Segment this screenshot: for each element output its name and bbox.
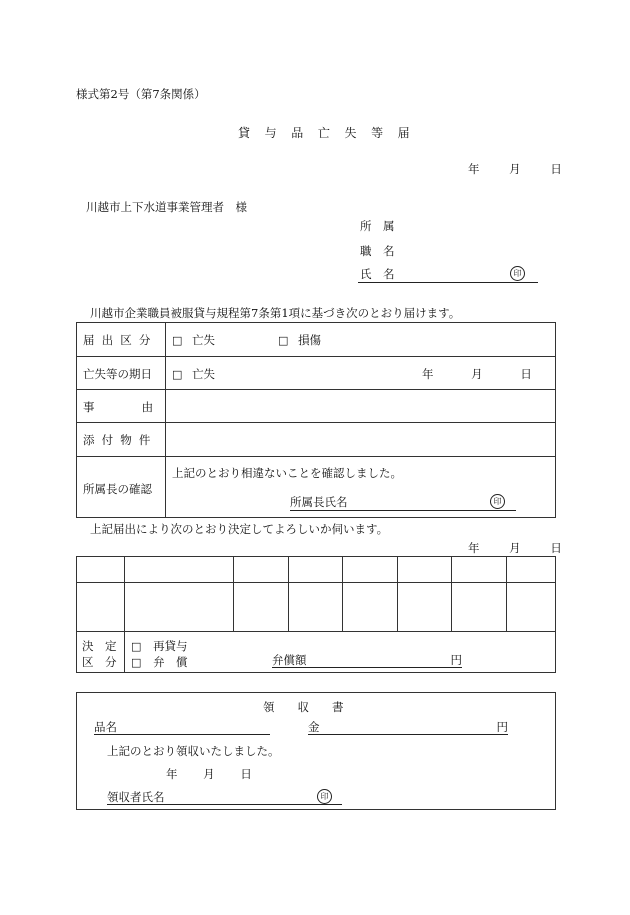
header-date	[468, 161, 562, 177]
decision-label-line1: 決 定	[82, 639, 117, 653]
option-label: 弁 償	[153, 655, 188, 669]
month-label: 月	[509, 162, 521, 176]
decision-cell[interactable]	[77, 583, 123, 630]
category-option-damage[interactable]	[278, 332, 321, 348]
intro-text: 川越市企業職員被服貸与規程第7条第1項に基づき次のとおり届けます。	[90, 306, 461, 320]
chief-name-field[interactable]	[290, 494, 516, 511]
checkbox-icon: □	[172, 334, 183, 347]
option-label: 亡失	[192, 333, 216, 347]
seal-icon: 印	[317, 789, 332, 804]
applicant-name-field[interactable]	[358, 266, 538, 283]
receipt-date[interactable]	[166, 766, 252, 782]
year-label: 年	[166, 767, 178, 781]
month-label: 月	[471, 367, 483, 381]
period-label: 亡失等の期日	[83, 367, 152, 381]
applicant-dept[interactable]: 所 属	[360, 219, 395, 233]
item-name-field[interactable]	[94, 719, 270, 735]
amount-label: 弁償額	[272, 653, 307, 667]
day-label: 日	[550, 162, 562, 176]
checkbox-icon: □	[278, 334, 289, 347]
item-label: 品名	[94, 720, 117, 734]
receipt-title: 領 収 書	[263, 700, 344, 714]
reason-field[interactable]	[166, 390, 555, 422]
confirm-text: 上記のとおり相違ないことを確認しました。	[172, 466, 402, 480]
day-label: 日	[550, 541, 562, 555]
amount-unit: 円	[496, 720, 508, 734]
reason-label: 事 由	[83, 400, 162, 414]
receipt-amount-field[interactable]	[308, 719, 508, 735]
seal-icon: 印	[490, 494, 505, 509]
addressee: 川越市上下水道事業管理者 様	[86, 200, 247, 214]
option-label: 再貸与	[153, 639, 188, 653]
amount-unit: 円	[450, 653, 462, 667]
checkbox-icon: □	[131, 640, 142, 653]
category-option-loss[interactable]	[172, 332, 215, 348]
year-label: 年	[422, 367, 434, 381]
year-label: 年	[468, 541, 480, 555]
period-date[interactable]	[422, 366, 532, 382]
day-label: 日	[520, 367, 532, 381]
decision-cell[interactable]	[77, 557, 123, 581]
category-label: 届 出 区 分	[83, 333, 153, 347]
received-text: 上記のとおり領収いたしました。	[107, 744, 280, 758]
chief-name-label: 所属長氏名	[290, 495, 348, 509]
month-label: 月	[509, 541, 521, 555]
month-label: 月	[203, 767, 215, 781]
receiver-label: 領収者氏名	[107, 790, 165, 804]
checkbox-icon: □	[131, 656, 142, 669]
page-title: 貸 与 品 亡 失 等 届	[238, 126, 416, 140]
confirm-label: 所属長の確認	[83, 482, 152, 496]
day-label: 日	[240, 767, 252, 781]
decision-label-line2: 区 分	[82, 655, 117, 669]
period-option-loss[interactable]	[172, 366, 215, 382]
decision-option-relend[interactable]	[131, 638, 188, 654]
decision-option-compensate[interactable]	[131, 654, 188, 670]
receiver-name-field[interactable]	[107, 789, 342, 805]
applicant-name-label: 氏 名	[360, 267, 395, 281]
attachments-field[interactable]	[166, 423, 555, 456]
decision-intro: 上記届出により次のとおり決定してよろしいか伺います。	[90, 522, 389, 536]
option-label: 損傷	[298, 333, 322, 347]
amount-label: 金	[308, 720, 320, 734]
option-label: 亡失	[192, 367, 216, 381]
seal-icon: 印	[510, 266, 525, 281]
decision-date[interactable]	[468, 540, 562, 556]
year-label: 年	[468, 162, 480, 176]
attachments-label: 添 付 物 件	[83, 433, 153, 447]
compensation-amount-field[interactable]	[272, 652, 462, 668]
checkbox-icon: □	[172, 368, 183, 381]
form-code: 様式第2号（第7条関係）	[76, 87, 206, 101]
applicant-post[interactable]: 職 名	[360, 244, 395, 258]
